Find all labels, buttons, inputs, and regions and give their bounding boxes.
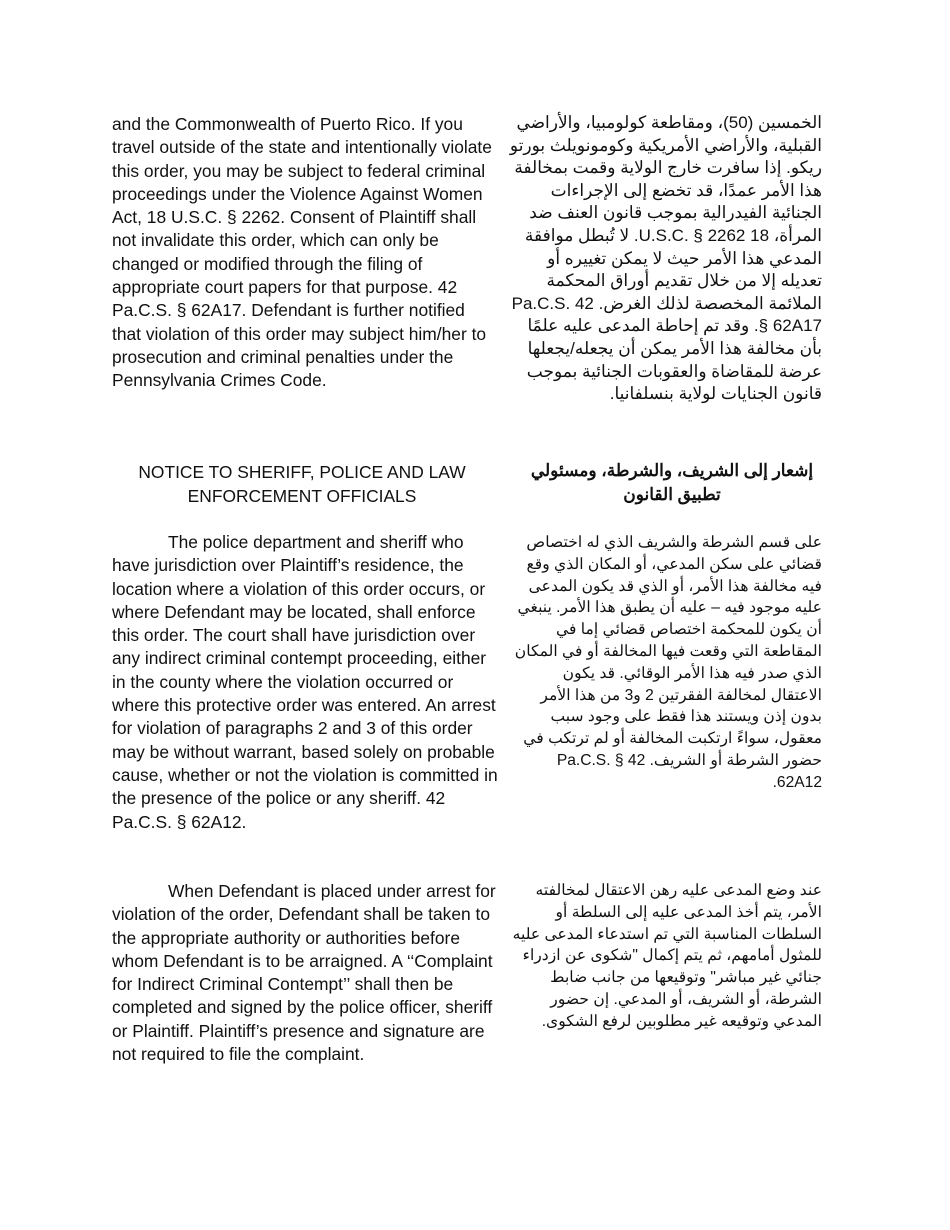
english-paragraph-arrest: When Defendant is placed under arrest for violation of the order, Defendant shall be taken to the appropriate authority or authorities before whom Defendant is to be arraigned. A ‘‘Complaint for Indirect Criminal Contempt’’ shall then be completed and signed by the police officer, sheriff or Plaintiff. Plaintiff’s presence and signature are not required to file the complaint. — [112, 881, 496, 1065]
arabic-paragraph-arrest: عند وضع المدعى عليه رهن الاعتقال لمخالفته الأمر، يتم أخذ المدعى عليه إلى السلطة أو السلطات المناسبة التي تم استدعاء المدعى عليه للمثول أمامهم، ثم يتم إكمال "شكوى عن ازدراء جنائي غير مباشر" وتوقيعها من جانب ضابط الشرطة، أو الشريف، أو المدعي. إن حضور المدعي وتوقيعه غير مطلوبين لرفع الشكوى. — [512, 882, 822, 1030]
english-paragraph-enforcement: The police department and sheriff who have jurisdiction over Plaintiff’s residence, the location where a violation of this order occurs, or where Defendant may be located, shall enforce this order. The court shall have jurisdiction over any indirect criminal contempt proceeding, either in the county where the violation occurred or where this protective order was entered. An arrest for violation of paragraphs 2 and 3 of this order may be without warrant, based solely on probable cause, whether or not the violation is committed in the presence of the police or any sheriff. 42 Pa.C.S. § 62A12. — [112, 532, 498, 832]
english-heading-notice: NOTICE TO SHERIFF, POLICE AND LAW ENFORCEMENT OFFICIALS — [138, 462, 466, 506]
arabic-paragraph-enforcement: على قسم الشرطة والشريف الذي له اختصاص قضائي على سكن المدعي، أو المكان الذي وقع فيه مخالفة هذا الأمر، أو الذي قد يكون المدعى عليه موجود فيه – عليه أن يطبق هذا الأمر. ينبغي أن يكون للمحكمة اختصاص قضائي إما في المقاطعة التي وقعت فيها المخالفة أو في المكان الذي صدر فيه هذا الأمر الوقائي. قد يكون الاعتقال لمخالفة الفقرتين 2 و3 من هذا الأمر بدون إذن ويستند هذا فقط على وجود سبب معقول، سواءً ارتكبت المخالفة أو لم ترتكب في حضور الشرطة أو الشريف. 42 Pa.C.S. § 62A12. — [514, 534, 822, 791]
english-paragraph-interstate: and the Commonwealth of Puerto Rico. If you travel outside of the state and intentionally violate this order, you may be subject to federal criminal proceedings under the Violence Against Women Act, 18 U.S.C. § 2262. Consent of Plaintiff shall not invalidate this order, which can only be changed or modified through the filing of appropriate court papers for that purpose. 42 Pa.C.S. § 62A17. Defendant is further notified that violation of this order may subject him/her to prosecution and criminal penalties under the Pennsylvania Crimes Code. — [112, 114, 492, 391]
arabic-paragraph-interstate: الخمسين (50)، ومقاطعة كولومبيا، والأراضي القبلية، والأراضي الأمريكية وكومونويلث بورتو ريكو. إذا سافرت خارج الولاية وقمت بمخالفة هذا الأمر عمدًا، قد تخضع إلى الإجراءات الجنائية الفيدرالية بموجب قانون العنف ضد المرأة، 18 U.S.C. § 2262. لا تُبطل موافقة المدعي هذا الأمر حيث لا يمكن تغييره أو تعديله إلا من خلال تقديم أوراق المحكمة الملائمة المخصصة لذلك الغرض. 42 Pa.C.S. § 62A17. وقد تم إحاطة المدعى عليه علمًا بأن مخالفة هذا الأمر يمكن أن يجعله/يجعلها عرضة للمقاضاة والعقوبات الجنائية بموجب قانون الجنايات لولاية بنسلفانيا. — [509, 113, 822, 404]
arabic-heading-notice: إشعار إلى الشريف، والشرطة، ومسئولي تطبيق القانون — [530, 461, 814, 504]
